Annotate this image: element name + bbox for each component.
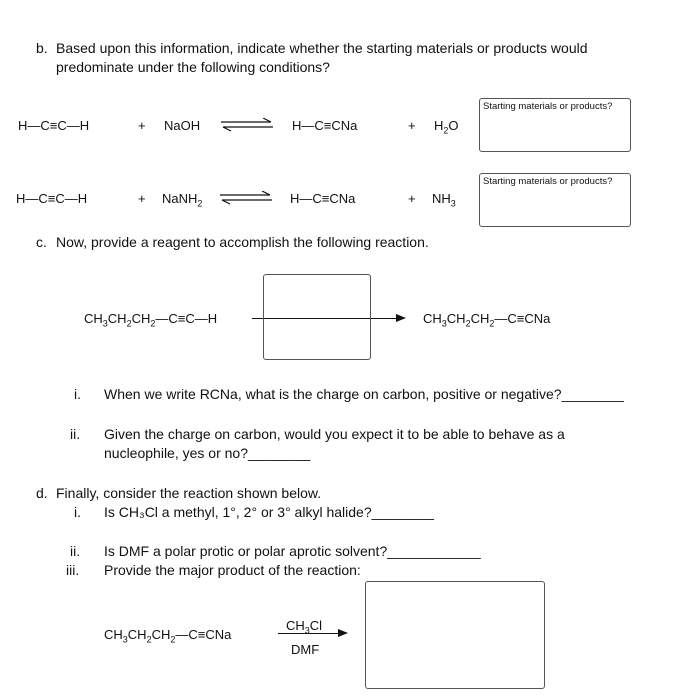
reaction1-answer-box[interactable] — [479, 98, 631, 152]
reaction1-plus2: + — [408, 118, 416, 133]
part-d-text: Finally, consider the reaction shown below. — [56, 485, 322, 501]
part-c-product: $CH_3CH_2CH_2—C\equiv CNa$ — [423, 311, 551, 329]
reaction1-product1: H—C≡CNa — [292, 118, 358, 133]
equilibrium-arrow — [221, 118, 273, 132]
reaction2-plus2: + — [408, 191, 416, 206]
reaction1-box-label: Starting materials or products? — [483, 101, 613, 112]
reaction1-plus1: + — [138, 118, 146, 133]
part-d-product-box[interactable] — [365, 581, 545, 689]
part-d-q-iii-label: iii. — [66, 562, 80, 578]
part-d-q-i-label: i. — [74, 504, 81, 520]
reaction2-product2: $NH_3$ — [432, 191, 456, 209]
reaction1-reactant1: H—C≡C—H — [18, 118, 90, 133]
reaction1-product2: $H_2O$ — [434, 118, 459, 136]
part-c-reagent-box[interactable] — [263, 274, 371, 360]
reaction2-answer-box[interactable] — [479, 173, 631, 227]
part-d-label: d. — [36, 485, 48, 501]
part-d-q-ii-label: ii. — [70, 543, 81, 559]
part-d-q-iii-text: Provide the major product of the reaction: — [104, 562, 361, 578]
part-c-q-i-label: i. — [74, 386, 81, 402]
part-d-solvent: DMF — [291, 642, 320, 657]
part-c-q-ii-line2: nucleophile, yes or no?________ — [104, 445, 311, 461]
part-c-q-ii-line1: Given the charge on carbon, would you expect it to be able to behave as a — [104, 426, 565, 442]
reaction1-reactant2: NaOH — [164, 118, 201, 133]
reaction2-reactant2: NaNH$_2$ — [162, 191, 203, 209]
part-c-q-ii-label: ii. — [70, 426, 81, 442]
part-c-q-i-text: When we write RCNa, what is the charge on carbon, positive or negative?________ — [104, 386, 624, 402]
reaction2-product1: H—C≡CNa — [290, 191, 356, 206]
equilibrium-arrow — [220, 191, 272, 205]
reaction-arrow-head — [396, 314, 406, 322]
part-c-text: Now, provide a reagent to accomplish the following reaction. — [56, 234, 429, 250]
part-d-reactant: $CH_3CH_2CH_2—C\equiv CNa$ — [104, 627, 232, 645]
part-d-reagent: $CH_3Cl$ — [286, 618, 323, 636]
part-d-q-i-text: Is CH₃Cl a methyl, 1°, 2° or 3° alkyl halide?________ — [104, 504, 434, 520]
reaction-arrow-line — [278, 633, 340, 634]
reaction2-plus1: + — [138, 191, 146, 206]
part-c-reactant: $CH_3CH_2CH_2—C\equiv C—H$ — [84, 311, 218, 329]
part-b-label: b. — [36, 40, 48, 56]
reaction2-box-label: Starting materials or products? — [483, 176, 613, 187]
part-b-text-line1: Based upon this information, indicate whether the starting materials or products would — [56, 40, 588, 56]
reaction2-reactant1: H—C≡C—H — [16, 191, 88, 206]
part-b-text-line2: predominate under the following conditions? — [56, 59, 330, 75]
reaction-arrow-head — [338, 629, 348, 637]
part-c-label: c. — [36, 234, 47, 250]
part-d-q-ii-text: Is DMF a polar protic or polar aprotic solvent?____________ — [104, 543, 481, 559]
